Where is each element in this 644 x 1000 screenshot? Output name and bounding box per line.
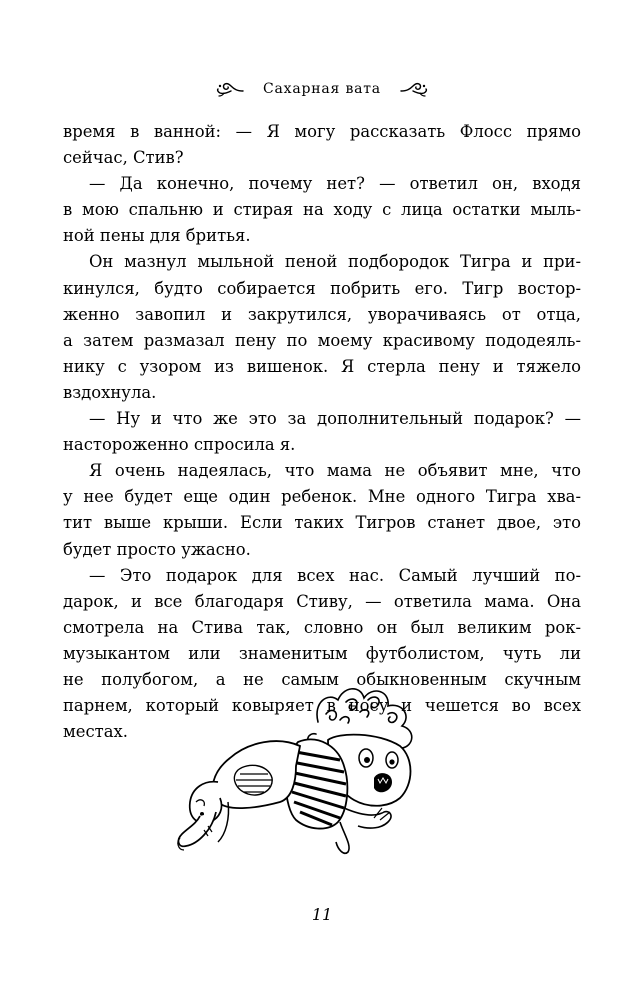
running-head-title: Сахарная вата: [263, 81, 381, 97]
text-line: — Ну и что же это за дополнительный подарок? —: [89, 409, 581, 429]
text-line: Он мазнул мыльной пеной подбородок Тигра и при-: [89, 252, 581, 272]
text-line: дарок, и все благодаря Стиву, — ответила мама. Она: [63, 591, 581, 611]
text-line: — Это подарок для всех нас. Самый лучший по-: [89, 565, 581, 585]
text-line: ной пены для бритья.: [63, 226, 251, 246]
body-text: [63, 119, 581, 745]
text-line: время в ванной: — Я могу рассказать Флосс прямо: [63, 122, 581, 141]
left-ornament-icon: [215, 79, 245, 99]
text-line: не полубогом, а не самым обыкновенным скучным: [63, 669, 581, 689]
text-line: — Да конечно, почему нет? — ответил он, входя: [89, 174, 581, 194]
text-line: вздохнула.: [63, 382, 157, 402]
text-line: в мою спальню и стирая на ходу с лица остатки мыль-: [63, 200, 581, 220]
text-line: музыкантом или знаменитым футболистом, чуть ли: [63, 643, 581, 663]
crawling-baby-illustration: [168, 662, 448, 862]
text-line: настороженно спросила я.: [63, 435, 296, 455]
page-number: 11: [311, 905, 333, 924]
text-line: смотрела на Стива так, словно он был великим рок-: [63, 617, 581, 637]
text-line: парнем, который ковыряет в носу и чешется во всех: [63, 696, 581, 716]
running-head: [0, 76, 644, 102]
text-line: Я очень надеялась, что мама не объявит мне, что: [89, 461, 581, 481]
text-line: будет просто ужасно.: [63, 539, 251, 559]
right-ornament-icon: [399, 79, 429, 99]
text-line: нику с узором из вишенок. Я стерла пену и тяжело: [63, 356, 581, 376]
text-line: сейчас, Стив?: [63, 148, 184, 168]
text-line: тит выше крыши. Если таких Тигров станет двое, это: [63, 513, 581, 533]
text-line: а затем размазал пену по моему красивому пододеяль-: [63, 330, 581, 350]
text-line: у нее будет еще один ребенок. Мне одного Тигра хва-: [63, 487, 581, 507]
text-line: кинулся, будто собирается побрить его. Тигр востор-: [63, 278, 581, 298]
text-line: женно завопил и закрутился, уворачиваясь от отца,: [63, 304, 581, 324]
text-line: местах.: [63, 722, 128, 742]
